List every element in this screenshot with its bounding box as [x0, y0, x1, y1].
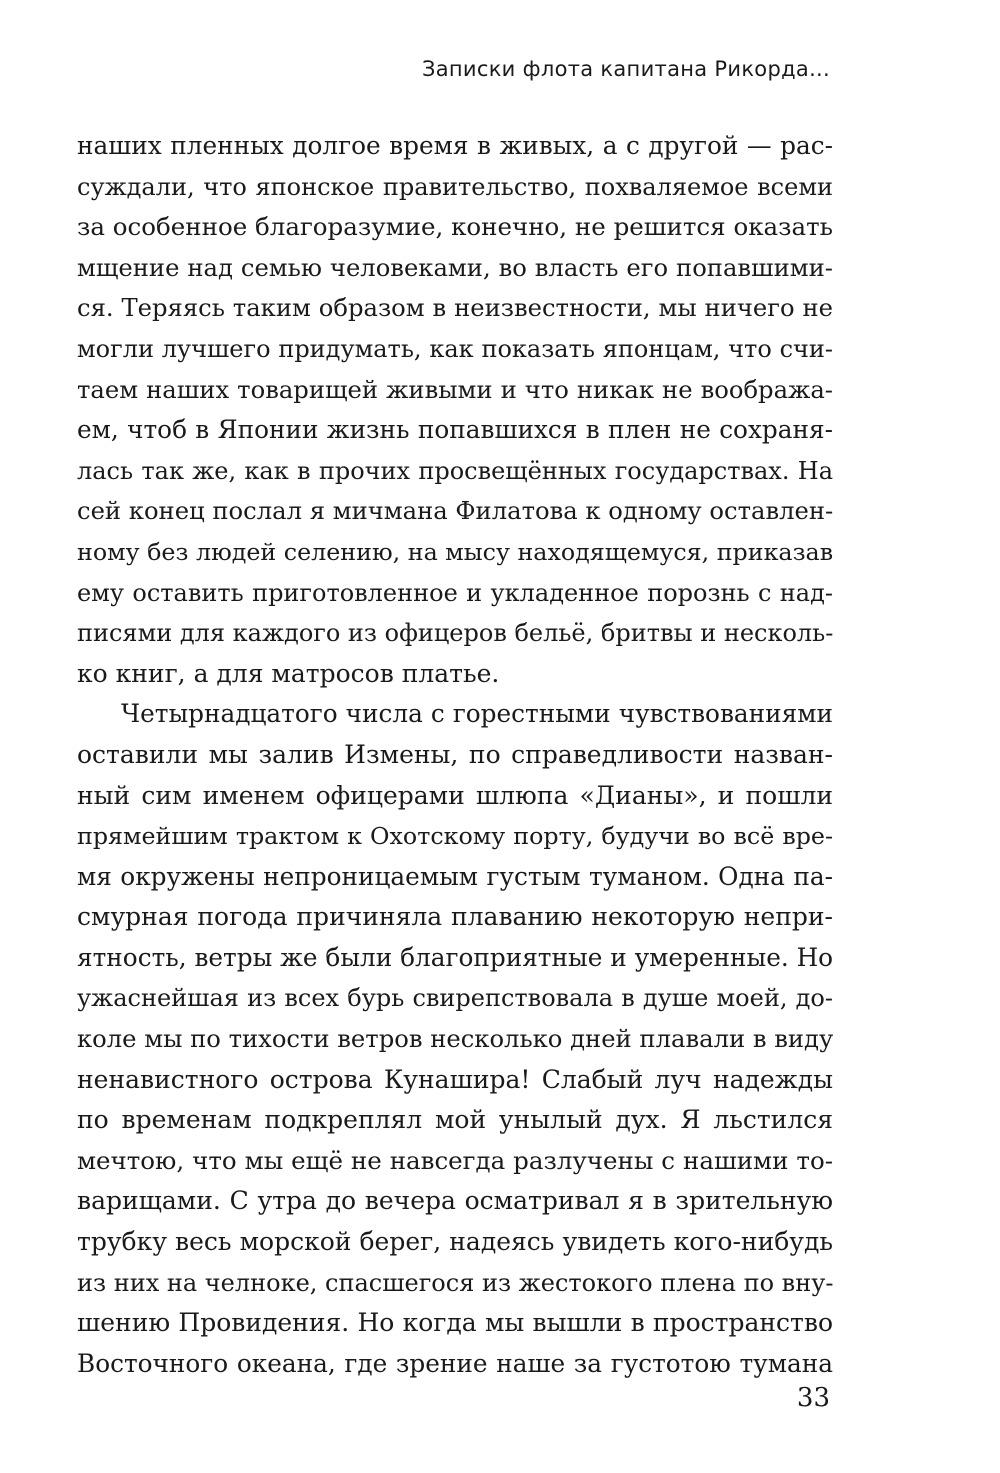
text-line: мечтою, что мы ещё не навсегда разлучены с нашими то- — [77, 1145, 833, 1175]
text-line: Восточного океана, где зрение наше за густотою тумана — [77, 1348, 833, 1378]
running-header: Записки флота капитана Рикорда... — [421, 57, 830, 81]
text-line: ный сим именем офицерами шлюпа «Дианы», и пошли — [77, 780, 833, 810]
text-line: наших пленных долгое время в живых, а с другой — рас- — [77, 131, 833, 160]
text-line: писями для каждого из офицеров бельё, бритвы и несколь- — [77, 619, 833, 648]
text-line: шению Провидения. Но когда мы вышли в пространство — [77, 1308, 833, 1338]
text-line: прямейшим трактом к Охотскому порту, будучи во всё вре- — [77, 822, 833, 851]
text-line: из них на челноке, спасшегося из жестокого плена по вну- — [77, 1268, 833, 1297]
text-line: смурная погода причиняла плаванию некоторую непри- — [77, 902, 833, 932]
text-line: трубку весь морской берег, надеясь увидеть кого-нибудь — [77, 1227, 833, 1257]
text-line: сей конец послал я мичмана Филатова к одному оставлен- — [77, 496, 833, 526]
text-line: ятность, ветры же были благоприятные и умеренные. Но — [77, 942, 833, 972]
text-line: мщение над семью человеками, во власть его попавшими- — [77, 252, 833, 282]
body-text — [77, 126, 833, 1384]
text-line: лась так же, как в прочих просвещённых государствах. На — [77, 456, 833, 485]
text-line: ненавистного острова Кунашира! Слабый луч надежды — [77, 1064, 833, 1094]
text-line: ся. Теряясь таким образом в неизвестности, мы ничего не — [77, 293, 833, 323]
text-line: по временам подкреплял мой унылый дух. Я льстился — [77, 1105, 833, 1135]
text-line: ному без людей селению, на мысу находящемуся, приказав — [77, 537, 833, 566]
text-line: коле мы по тихости ветров несколько дней плавали в виду — [77, 1024, 833, 1054]
text-line: Четырнадцатого числа с горестными чувствованиями — [121, 699, 833, 729]
paragraph-2 — [77, 694, 833, 1384]
text-line: могли лучшего придумать, как показать японцам, что счи- — [77, 334, 833, 363]
text-line: за особенное благоразумие, конечно, не решится оказать — [77, 212, 833, 242]
page-number: 33 — [796, 1383, 830, 1413]
text-line: суждали, что японское правительство, похваляемое всеми — [77, 172, 833, 201]
text-line: таем наших товарищей живыми и что никак не вообража- — [77, 374, 833, 404]
text-line: ужаснейшая из всех бурь свирепствовала в душе моей, до- — [77, 984, 833, 1013]
paragraph-1 — [77, 126, 833, 694]
text-line: ко книг, а для матросов платье. — [77, 658, 500, 688]
text-line: варищами. С утра до вечера осматривал я в зрительную — [77, 1186, 833, 1216]
text-line: мя окружены непроницаемым густым туманом. Одна па- — [77, 861, 833, 891]
text-line: ему оставить приготовленное и укладенное порознь с над- — [77, 578, 833, 607]
text-line: оставили мы залив Измены, по справедливости назван- — [77, 739, 833, 769]
text-line: ем, чтоб в Японии жизнь попавшихся в плен не сохраня- — [77, 415, 833, 445]
